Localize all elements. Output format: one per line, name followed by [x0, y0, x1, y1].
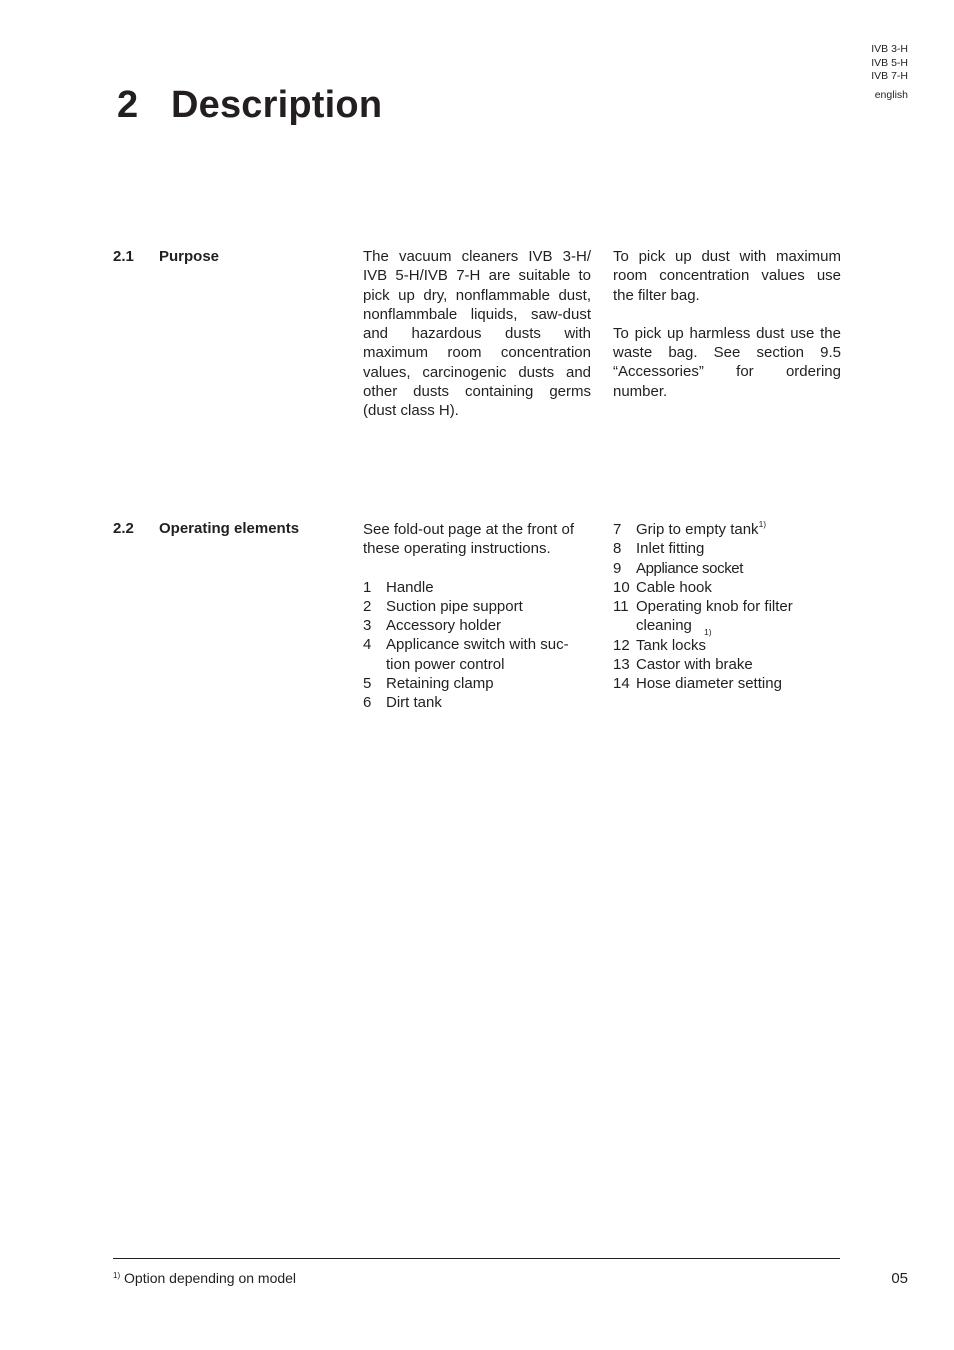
operating-intro: See fold-out page at the front of these operating instructions.	[363, 521, 574, 558]
list-item: 7 Grip to empty tank$^{1)}$	[613, 519, 767, 538]
purpose-paragraph: The vacuum cleaners IVB 3-H/ IVB 5-H/IVB 7-H are suitable to pick up dry, nonflammable dust, nonflammbale liquids, saw-dust and hazardous dusts with maximum room concentration values, carcinogenic dusts and other dusts containing germs (dust class H).	[363, 248, 591, 420]
operating-list-right	[613, 520, 841, 694]
section-number-operating: 2.2	[113, 520, 134, 537]
list-item: 1 Handle	[363, 578, 434, 596]
list-item: 13 Castor with brake	[613, 656, 753, 674]
list-item: 9 Appliance socket	[613, 559, 744, 577]
list-item: 12 Tank locks	[613, 636, 707, 654]
list-item: 5 Retaining clamp	[363, 675, 494, 693]
model-name: IVB 7-H	[871, 70, 908, 82]
purpose-paragraph-waste-bag: To pick up harmless dust use the waste bag. See section 9.5 “Accessories” for ordering number.	[613, 324, 841, 400]
operating-elements-right	[613, 520, 841, 694]
section-title-operating: Operating elements	[159, 520, 300, 537]
list-item: 11 Operating knob for filter cleaning $^{1)}$	[613, 598, 793, 638]
list-item: 6 Dirt tank	[363, 694, 442, 712]
list-item: 2 Suction pipe support	[363, 597, 523, 615]
list-item: 4 Applicance switch with suc-tion power control	[363, 636, 569, 673]
operating-elements-left	[363, 520, 591, 713]
model-list	[871, 43, 908, 84]
list-item: 8 Inlet fitting	[613, 540, 705, 558]
list-item: 3 Accessory holder	[363, 617, 502, 635]
footnote-mark: 1)	[113, 1271, 121, 1280]
purpose-text-left	[363, 247, 591, 421]
section-title-purpose: Purpose	[159, 248, 220, 265]
chapter-title-text: Description	[171, 84, 383, 126]
footnote-ref: 1)	[704, 627, 712, 638]
chapter-number: 2	[117, 84, 139, 126]
model-name: IVB 3-H	[871, 43, 908, 55]
operating-list-left	[363, 578, 591, 713]
footnote-ref: 1)	[758, 519, 767, 529]
section-number-purpose: 2.1	[113, 248, 134, 265]
model-name: IVB 5-H	[871, 56, 908, 69]
chapter-title	[117, 84, 382, 127]
footer-divider	[113, 1258, 840, 1259]
purpose-text-right	[613, 247, 841, 401]
purpose-paragraph-filter-bag: To pick up dust with maximum room concentration values use the filter bag.	[613, 248, 841, 304]
list-item: 10 Cable hook	[613, 578, 712, 596]
footnote-text: Option depending on model	[124, 1270, 297, 1286]
page-number: 05	[891, 1270, 908, 1287]
language-label: english	[874, 89, 908, 101]
footnote	[113, 1270, 296, 1286]
list-item: 14 Hose diameter setting	[613, 675, 782, 693]
